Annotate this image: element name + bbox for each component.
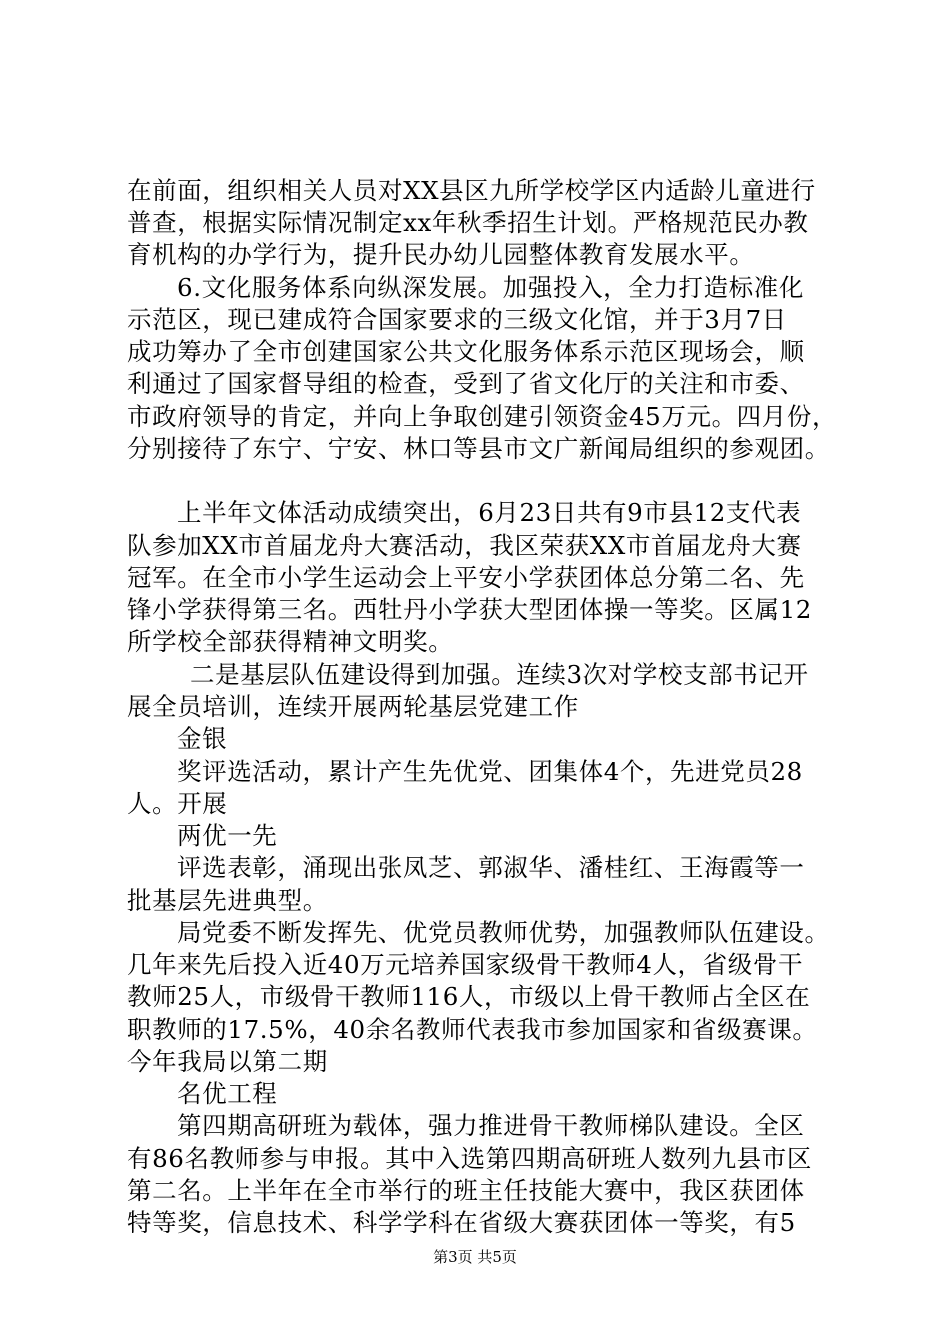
text-line: 特等奖，信息技术、科学学科在省级大赛获团体一等奖，有5	[127, 1208, 796, 1237]
text-line: 示范区，现已建成符合国家要求的三级文化馆，并于3月7日	[127, 305, 787, 334]
text-line: 几年来先后投入近40万元培养国家级骨干教师4人，省级骨干	[127, 950, 804, 979]
text-line: 金银	[177, 724, 228, 753]
text-line: 锋小学获得第三名。西牡丹小学获大型团体操一等奖。区属12	[127, 595, 812, 624]
text-line: 批基层先进典型。	[127, 886, 328, 915]
text-line: 有86名教师参与申报。其中入选第四期高研班人数列九县市区	[127, 1144, 812, 1173]
text-line: 成功筹办了全市创建国家公共文化服务体系示范区现场会，顺	[127, 337, 805, 366]
text-line: 第二名。上半年在全市举行的班主任技能大赛中，我区获团体	[127, 1176, 805, 1205]
text-line: 普查，根据实际情况制定xx年秋季招生计划。严格规范民办教	[127, 208, 809, 237]
text-line: 第四期高研班为载体，强力推进骨干教师梯队建设。全区	[177, 1111, 805, 1140]
text-line: 二是基层队伍建设得到加强。连续3次对学校支部书记开	[190, 660, 809, 689]
text-line: 6.文化服务体系向纵深发展。加强投入，全力打造标准化	[177, 273, 804, 302]
text-line: 利通过了国家督导组的检查，受到了省文化厅的关注和市委、	[127, 369, 805, 398]
text-line: 教师25人，市级骨干教师116人，市级以上骨干教师占全区在	[127, 982, 811, 1011]
text-line: 冠军。在全市小学生运动会上平安小学获团体总分第二名、先	[127, 563, 805, 592]
text-line: 队参加XX市首届龙舟大赛活动，我区荣获XX市首届龙舟大赛	[127, 531, 802, 560]
text-line: 名优工程	[177, 1079, 278, 1108]
text-line: 今年我局以第二期	[127, 1047, 328, 1076]
text-line: 奖评选活动，累计产生先优党、团集体4个，先进党员28	[177, 757, 803, 786]
text-line: 评选表彰，涌现出张凤芝、郭淑华、潘桂红、王海霞等一	[177, 853, 805, 882]
text-line: 两优一先	[177, 821, 278, 850]
text-line: 人。开展	[127, 789, 228, 818]
text-line: 展全员培训，连续开展两轮基层党建工作	[127, 692, 579, 721]
text-line: 职教师的17.5%，40余名教师代表我市参加国家和省级赛课。	[127, 1015, 818, 1044]
text-line: 育机构的办学行为，提升民办幼儿园整体教育发展水平。	[127, 240, 755, 269]
text-line: 所学校全部获得精神文明奖。	[127, 627, 454, 656]
text-line: 局党委不断发挥先、优党员教师优势，加强教师队伍建设。	[177, 918, 830, 947]
page-footer: 第3页 共5页	[433, 1248, 517, 1266]
text-line: 市政府领导的肯定，并向上争取创建引领资金45万元。四月份，	[127, 402, 838, 431]
text-line: 上半年文体活动成绩突出，6月23日共有9市县12支代表	[177, 498, 802, 527]
text-line: 在前面，组织相关人员对XX县区九所学校学区内适龄儿童进行	[127, 176, 816, 205]
text-line: 分别接待了东宁、宁安、林口等县市文广新闻局组织的参观团。	[127, 434, 830, 463]
